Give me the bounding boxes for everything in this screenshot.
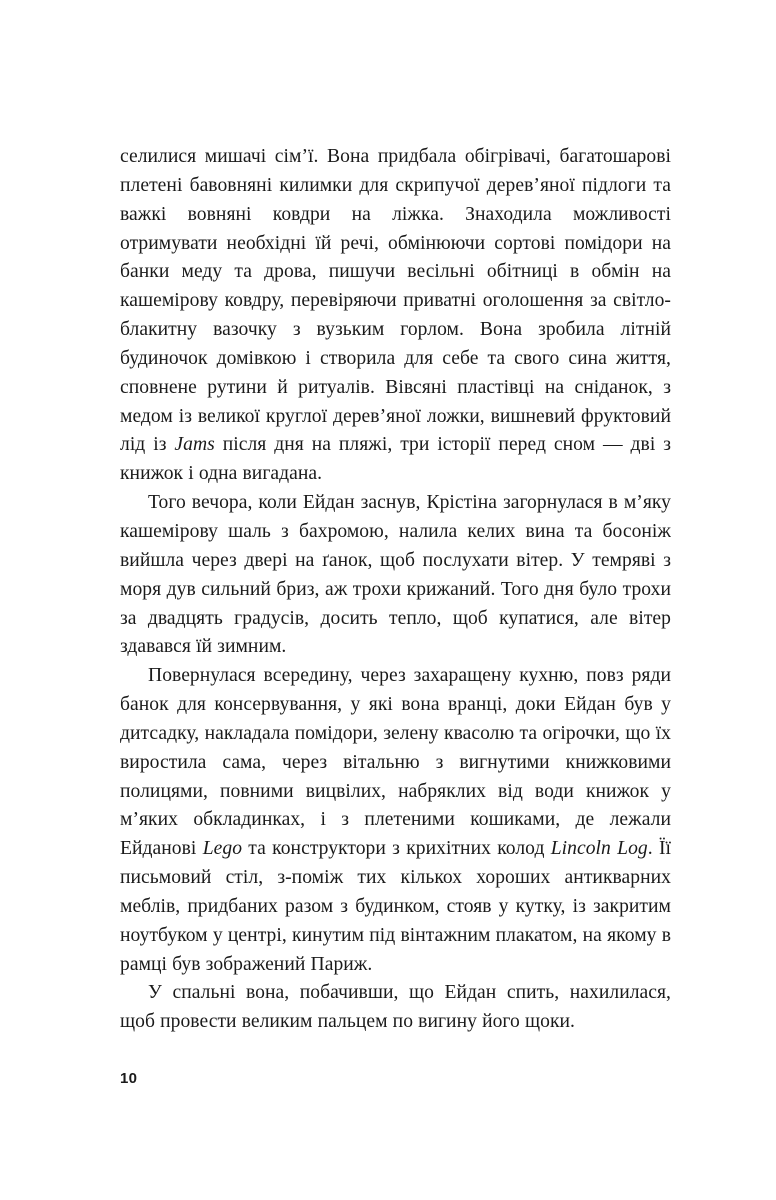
text-run: та конструктори з крихітних колод bbox=[242, 838, 551, 860]
text-run: . Її письмовий стіл, з-поміж тих кількох хороших антикварних меблів, придбаних разом з будинком, стояв у кутку, із закритим ноутбуком у центрі, кинутим під вінтажним плакатом, на якому в рамці був зображений Париж. bbox=[120, 838, 672, 975]
text-run: після дня на пляжі, три історії перед сном — дві з книжок і одна вигадана. bbox=[120, 434, 671, 485]
italic-term: Lincoln Log bbox=[550, 838, 648, 860]
paragraph bbox=[120, 489, 671, 662]
page-text-body bbox=[120, 143, 671, 1037]
paragraph bbox=[120, 979, 671, 1037]
paragraph bbox=[120, 143, 671, 489]
text-run: селилися мишачі сім’ї. Вона придбала обігрівачі, багатошарові плетені бавовняні килимки для скрипучої дерев’яної підлоги та важкі вовняні ковдри на ліжка. Знаходила можливості отримувати необхідні їй речі, обмінюючи сортові помідори на банки меду та дрова, пишучи весільні обітниці в обмін на кашемірову ковдру, перевіряючи приватні оголошення за світло-блакитну вазочку з вузьким горлом. Вона зробила літній будиночок домівкою і створила для себе та свого сина життя, сповнене рутини й ритуалів. Вівсяні пластівці на сніданок, з медом із великої круглої дерев’яної ложки, вишневий фруктовий лід із bbox=[120, 146, 671, 456]
page-number: 10 bbox=[120, 1070, 138, 1087]
text-run: Того вечора, коли Ейдан заснув, Крістіна загорнулася в м’яку кашемірову шаль з бахромою, налила келих вина та босоніж вийшла через двері на ґанок, щоб послухати вітер. У темряві з моря дув сильний бриз, аж трохи крижаний. Того дня було трохи за двадцять градусів, досить тепло, щоб купатися, але вітер здавався їй зимним. bbox=[120, 492, 671, 658]
italic-term: Jams bbox=[174, 434, 215, 456]
text-run: Повернулася всередину, через захаращену кухню, повз ряди банок для консервування, у які вона вранці, доки Ейдан був у дитсадку, накладала помідори, зелену квасолю та огірочки, що їх виростила сама, через вітальню з вигнутими книжковими полицями, повними вицвілих, набряклих від води книжок у м’яких обкладинках, і з плетеними кошиками, де лежали Ейданові bbox=[120, 665, 671, 860]
paragraph bbox=[120, 662, 671, 979]
italic-term: Lego bbox=[202, 838, 243, 860]
text-run: У спальні вона, побачивши, що Ейдан спить, нахилилася, щоб провести великим пальцем по вигину його щоки. bbox=[120, 982, 671, 1033]
